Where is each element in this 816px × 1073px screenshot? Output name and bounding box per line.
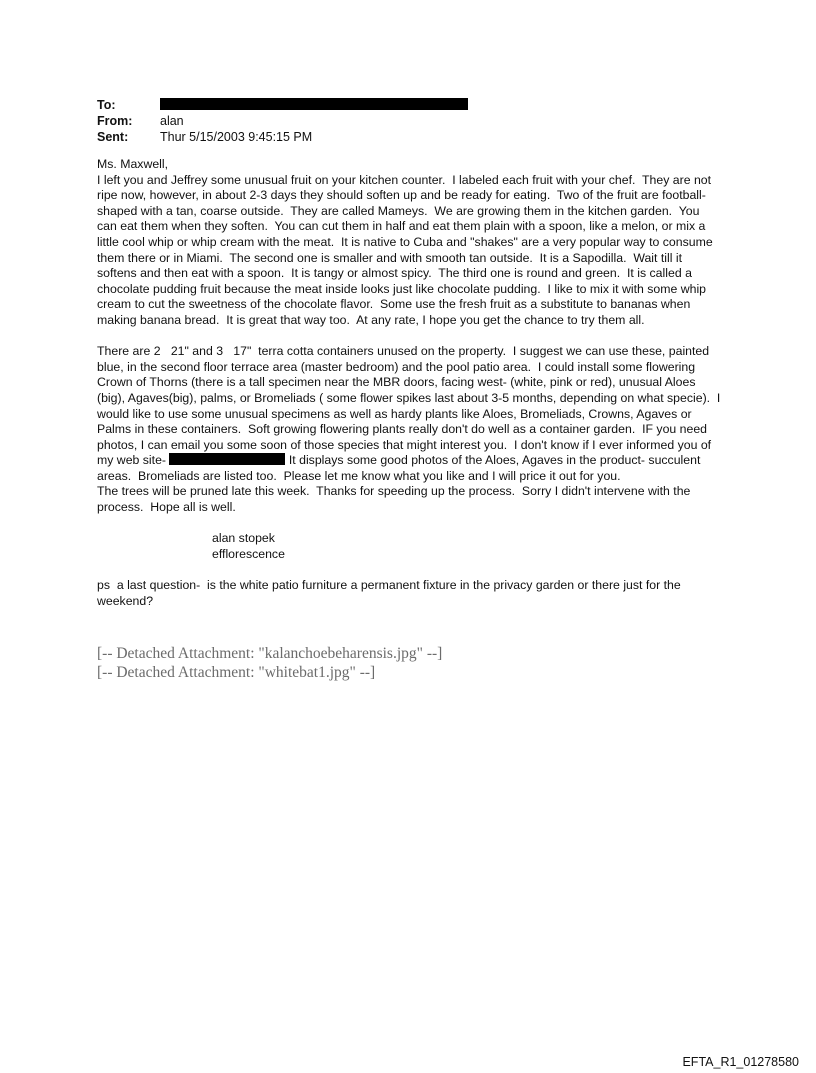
attachment-line: [-- Detached Attachment: "whitebat1.jpg" --] bbox=[97, 664, 376, 681]
redacted-website bbox=[169, 453, 285, 465]
to-row bbox=[97, 97, 468, 113]
paragraph-containers-text-1: There are 2 21" and 3 17" terra cotta containers unused on the property. I suggest we can use these, painted blue, in the second floor terrace area (master bedroom) and the pool patio area. I could install some flowering Crown of Thorns (there is a tall specimen near the MBR doors, facing west- (white, pink or red), unusual Aloes (big), Agaves(big), palms, or Bromeliads ( some flower spikes last about 3-5 months, depending on what specie). I would like to use some unusual specimens as well as hardy plants like Aloes, Bromeliads, Crowns, Agaves or Palms in these containers. Soft growing flowering plants really don't do well as a container garden. IF you need photos, I can email you some soon of those species that might interest you. I don't know if I ever informed you of my web site- bbox=[97, 344, 724, 468]
paragraph-containers bbox=[97, 344, 724, 484]
sent-label: Sent: bbox=[97, 130, 129, 144]
paragraph-spacer bbox=[97, 516, 721, 532]
attachment-line: [-- Detached Attachment: "kalanchoebeharensis.jpg" --] bbox=[97, 645, 443, 662]
attachments-list bbox=[97, 644, 442, 682]
from-row bbox=[97, 113, 468, 129]
redacted-recipient bbox=[160, 98, 468, 110]
email-header bbox=[97, 97, 468, 145]
paragraph-spacer bbox=[97, 329, 721, 345]
to-label: To: bbox=[97, 98, 116, 112]
from-value: alan bbox=[160, 114, 184, 128]
paragraph-trees: The trees will be pruned late this week. Thanks for speeding up the process. Sorry I didn't intervene with the process. Hope all is well. bbox=[97, 484, 694, 515]
greeting: Ms. Maxwell, bbox=[97, 157, 169, 171]
from-label: From: bbox=[97, 114, 133, 128]
sent-value: Thur 5/15/2003 9:45:15 PM bbox=[160, 130, 313, 144]
email-body bbox=[97, 157, 724, 609]
postscript: ps a last question- is the white patio furniture a permanent fixture in the privacy garden or there just for the weekend? bbox=[97, 578, 685, 608]
sent-row bbox=[97, 129, 468, 145]
document-id: EFTA_R1_01278580 bbox=[682, 1055, 799, 1069]
paragraph-containers-text-2: It displays some good photos of the Aloes, Agaves in the product- succulent areas. Bromeliads are listed too. Please let me know what you like and I will price it out for you. bbox=[97, 453, 704, 483]
signature-name: alan stopek bbox=[212, 531, 275, 546]
paragraph-fruit: I left you and Jeffrey some unusual fruit on your kitchen counter. I labeled each fruit with your chef. They are not ripe now, however, in about 2-3 days they should soften up and be ready for eating. Two of the fruit are football-shaped with a tan, coarse outside. They are called Mameys. We are growing them in the kitchen garden. You can eat them when they soften. You can cut them in half and eat them plain with a spoon, like a melon, or mix a little cool whip or whip cream with the meat. It is native to Cuba and "shakes" are a very popular way to consume them there or in Miami. The second one is smaller and with smooth tan outside. It is a Sapodilla. Wait till it softens and then eat with a spoon. It is tangy or almost spicy. The third one is round and green. It is called a chocolate pudding fruit because the meat inside looks just like chocolate pudding. I like to mix it with some whip cream to cut the sweetness of the chocolate flavor. Some use the fresh fruit as a substitute to bananas when making banana bread. It is great that way too. At any rate, I hope you get the chance to try them all. bbox=[97, 172, 717, 327]
signature-company: efflorescence bbox=[212, 546, 285, 561]
paragraph-spacer bbox=[97, 562, 721, 578]
